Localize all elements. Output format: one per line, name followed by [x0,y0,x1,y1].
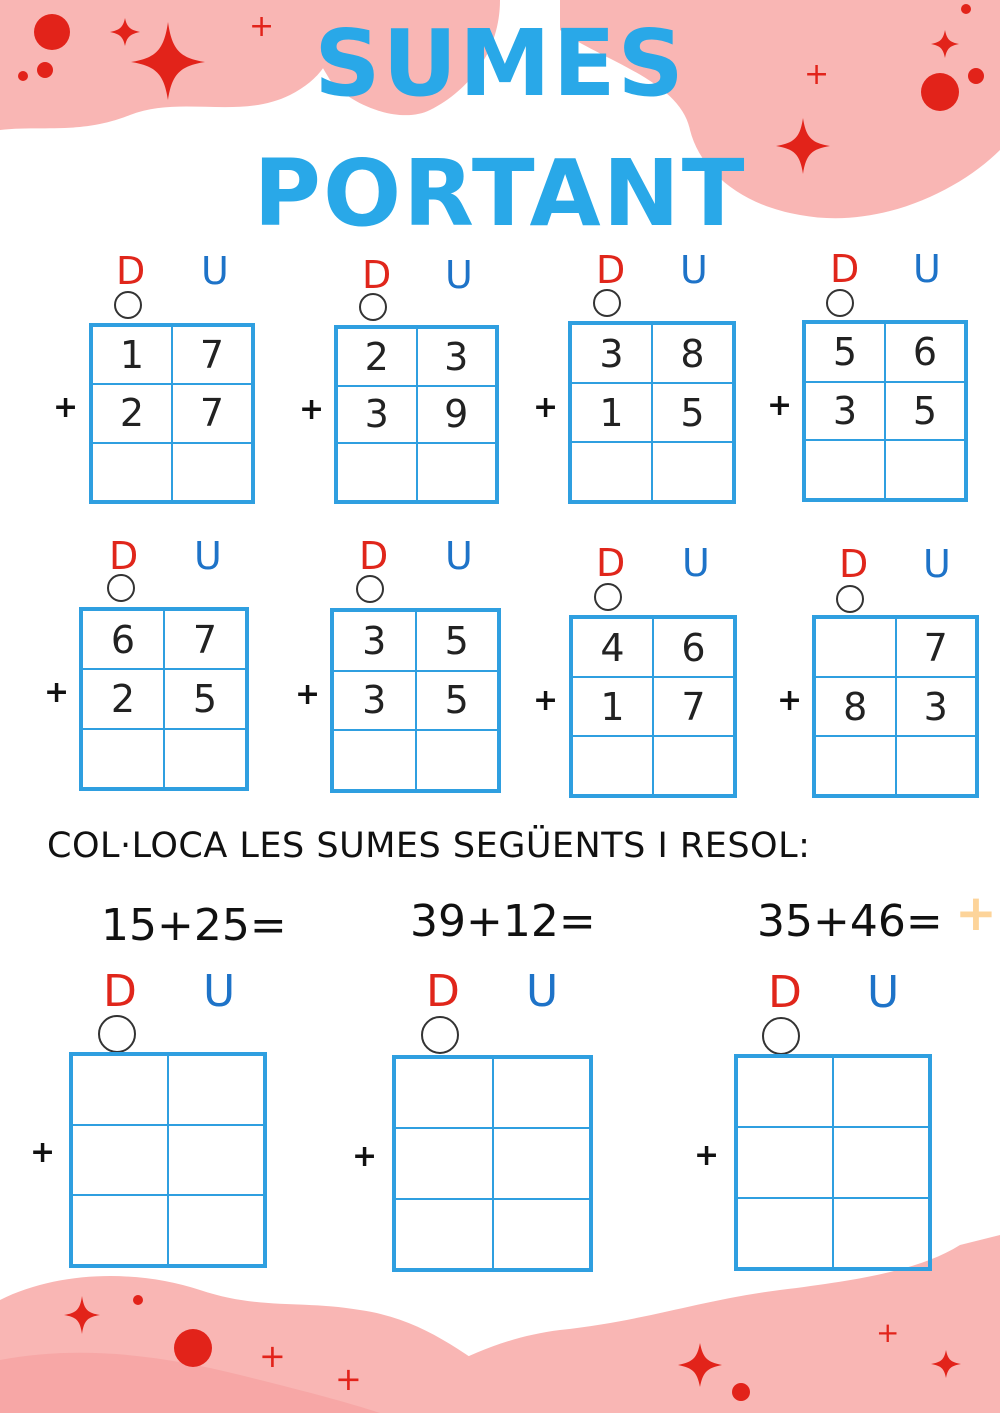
grid-cell: 2 [82,669,164,728]
grid-cell: 1 [572,677,653,736]
carry-circle[interactable] [356,575,384,603]
grid-cell: 8 [652,324,733,383]
tens-label: D [426,966,460,1017]
empty-cell[interactable] [72,1055,168,1125]
grid-cell: 5 [652,383,733,442]
empty-cell[interactable] [737,1057,833,1127]
plus-sparkle: + [335,1360,362,1398]
dot-sparkle [961,4,971,14]
grid-cell: 2 [337,328,417,386]
equation-1: 15+25= [101,900,287,951]
grid-cell: 7 [896,618,977,677]
carry-circle[interactable] [114,291,142,319]
units-label: U [680,248,708,292]
grid-cell: 3 [896,677,977,736]
plus-sign: + [533,390,559,425]
plus-sign: + [694,1138,720,1173]
grid-cell: 7 [172,384,252,442]
grid-cell: 6 [82,610,164,669]
empty-cell[interactable] [168,1055,264,1125]
grid-cell: 5 [805,323,885,382]
grid-cell: 3 [417,328,497,386]
grid-cell: 3 [805,382,885,441]
answer-cell-units[interactable] [164,729,246,788]
answer-cell-tens[interactable] [571,442,652,501]
answer-cell-tens[interactable] [337,443,417,501]
equation-2: 39+12= [410,896,596,947]
grid-cell: 3 [337,386,417,444]
grid-cell: 3 [333,671,416,731]
plus-sign: + [44,675,70,710]
plus-sign: + [30,1135,56,1170]
empty-cell[interactable] [493,1058,591,1128]
grid-cell: 1 [571,383,652,442]
empty-addition-grid [392,1055,593,1272]
empty-cell[interactable] [493,1199,591,1269]
addition-grid [79,607,249,791]
carry-circle[interactable] [762,1017,800,1055]
grid-cell: 1 [92,326,172,384]
plus-sign: + [777,683,803,718]
grid-cell: 7 [653,677,734,736]
carry-circle[interactable] [594,583,622,611]
grid-cell: 6 [653,618,734,677]
addition-grid [802,320,968,502]
tens-label: D [359,534,389,578]
empty-cell[interactable] [737,1198,833,1268]
units-label: U [203,966,236,1017]
answer-cell-units[interactable] [416,730,499,790]
units-label: U [682,541,710,585]
answer-cell-units[interactable] [653,736,734,795]
empty-cell[interactable] [395,1128,493,1198]
answer-cell-tens[interactable] [333,730,416,790]
plus-sign: + [533,683,559,718]
answer-cell-units[interactable] [885,440,965,499]
carry-circle[interactable] [359,293,387,321]
answer-cell-units[interactable] [417,443,497,501]
plus-sign: + [767,388,793,423]
grid-cell: 5 [416,671,499,731]
answer-cell-units[interactable] [652,442,733,501]
empty-cell[interactable] [833,1127,929,1197]
grid-cell: 8 [815,677,896,736]
tens-label: D [109,534,139,578]
empty-addition-grid [734,1054,932,1271]
empty-cell[interactable] [395,1058,493,1128]
carry-circle[interactable] [98,1015,136,1053]
units-label: U [194,534,222,578]
answer-cell-units[interactable] [896,736,977,795]
units-label: U [923,542,951,586]
grid-cell[interactable] [815,618,896,677]
empty-cell[interactable] [833,1198,929,1268]
tens-label: D [103,966,137,1017]
answer-cell-units[interactable] [172,443,252,501]
carry-circle[interactable] [836,585,864,613]
tens-label: D [362,253,392,297]
plus-sparkle: + [249,9,275,44]
plus-sparkle: + [259,1337,286,1375]
grid-cell: 5 [885,382,965,441]
answer-cell-tens[interactable] [82,729,164,788]
addition-grid [89,323,255,504]
units-label: U [526,966,559,1017]
tens-label: D [839,542,869,586]
empty-cell[interactable] [168,1195,264,1265]
carry-circle[interactable] [593,289,621,317]
grid-cell: 9 [417,386,497,444]
plus-sign: + [352,1139,378,1174]
plus-sign: + [295,677,321,712]
grid-cell: 5 [416,611,499,671]
empty-addition-grid [69,1052,267,1268]
units-label: U [201,249,229,293]
carry-circle[interactable] [107,574,135,602]
units-label: U [445,253,473,297]
answer-cell-tens[interactable] [815,736,896,795]
units-label: U [913,247,941,291]
addition-grid [812,615,979,798]
tens-label: D [596,541,626,585]
plus-sparkle: + [804,57,830,92]
plus-accent: + [955,884,997,942]
plus-sign: + [299,392,325,427]
grid-cell: 7 [164,610,246,669]
title-line-2: PORTANT [253,140,747,247]
grid-cell: 3 [333,611,416,671]
grid-cell: 5 [164,669,246,728]
answer-cell-tens[interactable] [92,443,172,501]
addition-grid [569,615,737,798]
answer-cell-tens[interactable] [572,736,653,795]
grid-cell: 6 [885,323,965,382]
dot-sparkle [133,1295,143,1305]
tens-label: D [596,248,626,292]
units-label: U [445,534,473,578]
tens-label: D [768,967,802,1018]
grid-cell: 3 [571,324,652,383]
carry-circle[interactable] [826,289,854,317]
empty-cell[interactable] [395,1199,493,1269]
dot-sparkle [174,1329,212,1367]
answer-cell-tens[interactable] [805,440,885,499]
empty-cell[interactable] [493,1128,591,1198]
empty-cell[interactable] [72,1195,168,1265]
addition-grid [568,321,736,504]
plus-sparkle: + [876,1316,900,1349]
units-label: U [867,967,900,1018]
addition-grid [330,608,501,793]
grid-cell: 2 [92,384,172,442]
grid-cell: 7 [172,326,252,384]
empty-cell[interactable] [737,1127,833,1197]
empty-cell[interactable] [72,1125,168,1195]
tens-label: D [830,247,860,291]
tens-label: D [116,249,146,293]
instruction-text: COL·LOCA LES SUMES SEGÜENTS I RESOL: [47,826,811,866]
empty-cell[interactable] [168,1125,264,1195]
equation-3: 35+46= [757,896,943,947]
grid-cell: 4 [572,618,653,677]
empty-cell[interactable] [833,1057,929,1127]
title-line-1: SUMES [314,10,686,117]
plus-sign: + [53,390,79,425]
addition-grid [334,325,499,504]
carry-circle[interactable] [421,1016,459,1054]
dot-sparkle [732,1383,750,1401]
